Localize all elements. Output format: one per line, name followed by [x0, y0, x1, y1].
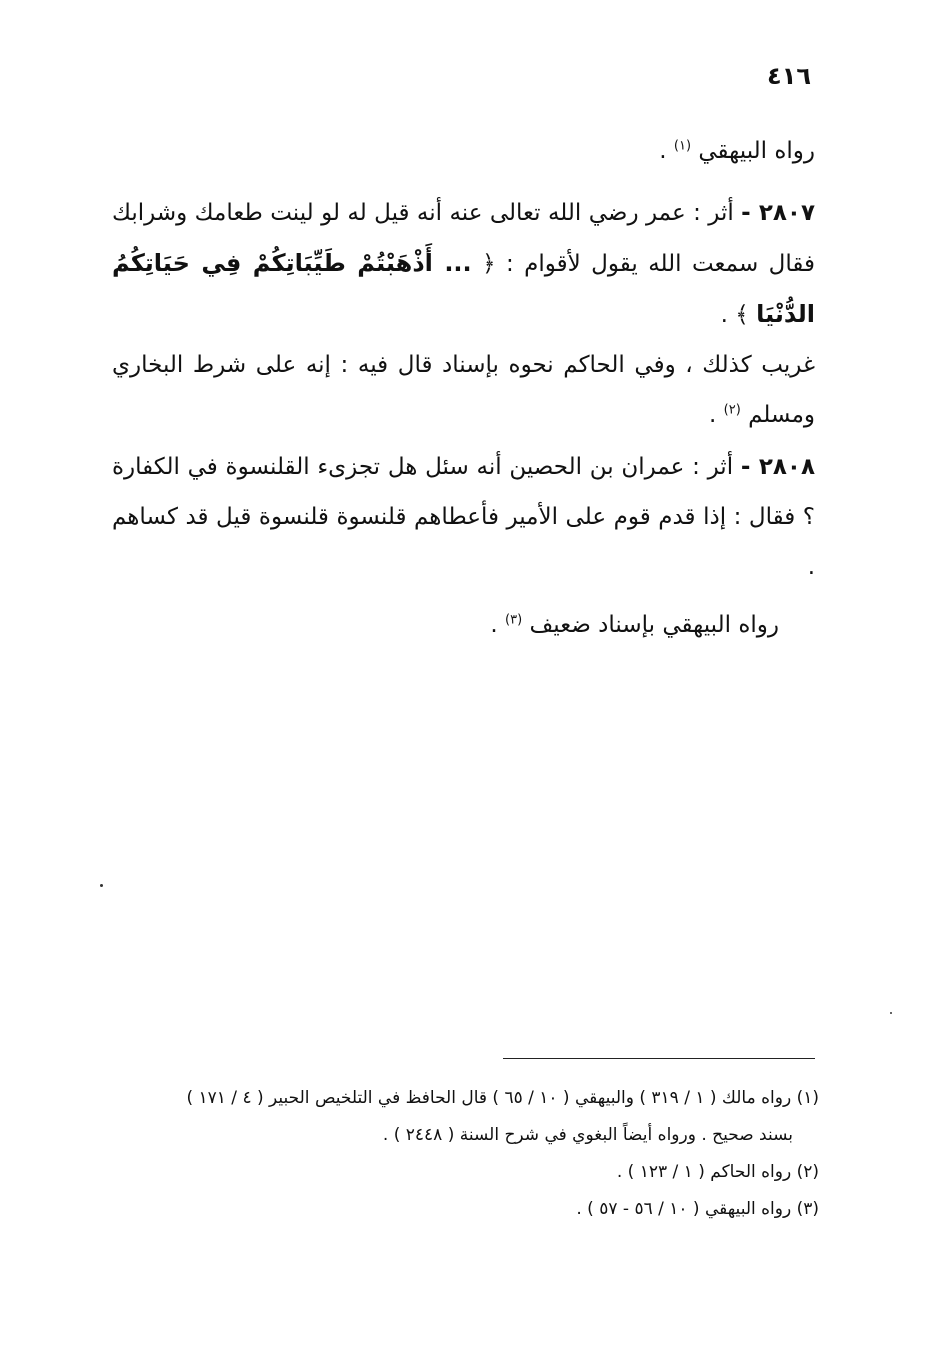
scan-speck [890, 1012, 892, 1014]
paragraph-text: رواه البيهقي بإسناد ضعيف [529, 612, 779, 638]
footnote-3: (٣) رواه البيهقي ( ١٠ / ٥٦ - ٥٧ ) . [576, 1199, 819, 1219]
paragraph-narration-2 [112, 600, 779, 650]
paragraph-narration-1 [112, 126, 815, 176]
entry-number: ٢٨٠٨ - [740, 454, 815, 480]
page-number: ٤١٦ [767, 62, 811, 90]
paragraph-end: . [659, 138, 674, 164]
footnote-ref-3: (٣) [505, 612, 523, 628]
footnote-ref-1: (١) [673, 138, 692, 154]
paragraph-end: . [709, 402, 724, 428]
paragraph-commentary [112, 340, 815, 440]
footnote-1-line-2: بسند صحيح . ورواه أيضاً البغوي في شرح السنة ( ٢٤٤٨ ) . [382, 1125, 793, 1145]
entry-number: ٢٨٠٧ - [741, 200, 815, 226]
footnote-separator [503, 1058, 815, 1059]
paragraph-text: أثر : عمران بن الحصين أنه سئل هل تجزىء القلنسوة في الكفارة ؟ فقال : إذا قدم قوم على الأمير فأعطاهم قلنسوة قلنسوة قيل قد كساهم . [112, 454, 815, 580]
footnote-1-line-1: (١) رواه مالك ( ١ / ٣١٩ ) والبيهقي ( ١٠ / ٦٥ ) قال الحافظ في التلخيص الحبير ( ٤ / ١٧١ ) [186, 1088, 819, 1108]
paragraph-athar-2808 [112, 442, 815, 592]
scan-speck [100, 884, 103, 887]
paragraph-end: ﴾ . [720, 302, 757, 328]
paragraph-end: . [490, 612, 506, 638]
paragraph-athar-2807 [112, 188, 815, 340]
paragraph-text: رواه البيهقي [698, 138, 815, 164]
footnotes [112, 1080, 819, 1228]
footnote-2: (٢) رواه الحاكم ( ١ / ١٢٣ ) . [616, 1162, 819, 1182]
quran-quote: ... أَذْهَبْتُمْ طَيِّبَاتِكُمْ فِي حَيَاتِكُمُ الدُّنْيَا [112, 249, 815, 328]
paragraph-text: غريب كذلك ، وفي الحاكم نحوه بإسناد قال فيه : إنه على شرط البخاري ومسلم [112, 352, 815, 428]
footnote-ref-2: (٢) [723, 402, 741, 418]
paragraph-text: أثر : عمر رضي الله تعالى عنه أنه قيل له لو لينت طعامك وشرابك فقال سمعت الله يقول لأقوام : ﴿ [112, 200, 815, 277]
